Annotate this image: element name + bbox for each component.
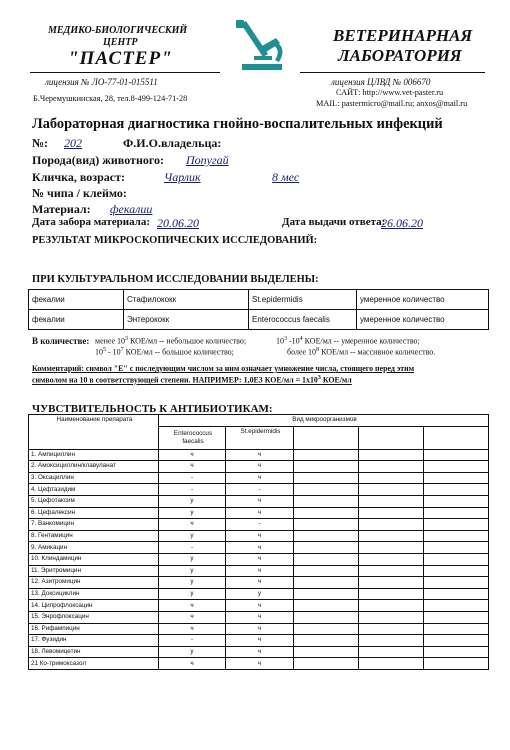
abx-result-staph: ч — [226, 472, 294, 484]
owner-label: Ф.И.О.владельца: — [123, 136, 222, 150]
abx-result-enterococcus: у — [159, 565, 226, 577]
number-value: 202 — [64, 136, 82, 150]
abx-result-enterococcus: у — [159, 588, 226, 600]
culture-table — [28, 289, 489, 330]
abx-org2: St.epidermidis — [226, 426, 294, 449]
q-text: 10 — [276, 336, 284, 346]
abx-empty-cell — [294, 507, 359, 519]
abx-empty-cell — [294, 553, 359, 565]
table-row — [29, 635, 489, 647]
abx-drug: 6. Цефалексин — [29, 507, 159, 519]
abx-result-enterococcus: ч — [159, 449, 226, 461]
table-row — [29, 565, 489, 577]
table-row — [29, 658, 489, 670]
abx-empty-cell — [294, 600, 359, 612]
abx-col-group: Вид микроорганизмов — [159, 415, 489, 427]
abx-result-staph: ч — [226, 449, 294, 461]
abx-empty-cell — [424, 484, 489, 496]
lab-line2: ЛАБОРАТОРИЯ — [338, 46, 462, 65]
abx-empty-cell — [294, 611, 359, 623]
abx-drug: 11. Эритромицин — [29, 565, 159, 577]
abx-result-staph: у — [226, 588, 294, 600]
abx-result-enterococcus: ч — [159, 658, 226, 670]
issue-label: Дата выдачи ответа: — [282, 216, 386, 228]
abx-empty-cell — [359, 565, 424, 577]
abx-result-enterococcus: ч — [159, 461, 226, 473]
abx-drug: 1. Ампициллин — [29, 449, 159, 461]
culture-amount: умеренное количество — [357, 290, 489, 310]
org1-line2: faecalis — [182, 437, 204, 445]
abx-empty-cell — [424, 565, 489, 577]
abx-result-staph: ч — [226, 623, 294, 635]
abx-empty-cell — [424, 600, 489, 612]
comment-line2 — [32, 375, 352, 385]
abx-empty-cell — [359, 623, 424, 635]
table-row — [29, 577, 489, 589]
q-text: более 10 — [287, 347, 317, 357]
abx-result-enterococcus: у — [159, 507, 226, 519]
age-value: 8 мес — [272, 170, 300, 184]
table-row — [29, 542, 489, 554]
abx-result-enterococcus: - — [159, 472, 226, 484]
culture-species: St.epidermidis — [249, 290, 357, 310]
comment-sup: 3 — [317, 375, 321, 381]
abx-drug: 14. Ципрофлоксацин — [29, 600, 159, 612]
abx-empty-cell — [294, 565, 359, 577]
abx-result-enterococcus: ч — [159, 600, 226, 612]
abx-drug: 4. Цефтазидим — [29, 484, 159, 496]
abx-drug: 7. Ванкомицин — [29, 519, 159, 531]
abx-empty-cell — [294, 577, 359, 589]
abx-org-empty — [424, 426, 489, 449]
abx-result-enterococcus: - — [159, 635, 226, 647]
org1-line1: Enterococcus — [173, 429, 213, 437]
abx-result-enterococcus: ч — [159, 519, 226, 531]
abx-drug: 16. Рифампицин — [29, 623, 159, 635]
abx-empty-cell — [424, 507, 489, 519]
abx-header-row — [29, 415, 489, 427]
abx-drug: 2. Амоксициллин/клавуланат — [29, 461, 159, 473]
abx-org-empty — [359, 426, 424, 449]
abx-result-staph: ч — [226, 530, 294, 542]
page-title: Лабораторная диагностика гнойно-воспалительных инфекций — [32, 116, 443, 132]
q-text: КОЕ/мл -- массивное количество. — [319, 347, 436, 357]
abx-result-staph: ч — [226, 495, 294, 507]
abx-empty-cell — [424, 530, 489, 542]
culture-heading: ПРИ КУЛЬТУРАЛЬНОМ ИССЛЕДОВАНИИ ВЫДЕЛЕНЫ: — [32, 274, 319, 285]
abx-drug: 13. Доксициклин — [29, 588, 159, 600]
abx-empty-cell — [424, 623, 489, 635]
abx-empty-cell — [294, 530, 359, 542]
abx-empty-cell — [424, 449, 489, 461]
abx-empty-cell — [359, 484, 424, 496]
abx-empty-cell — [424, 519, 489, 531]
table-row — [29, 495, 489, 507]
abx-empty-cell — [294, 484, 359, 496]
abx-drug: 3. Оксациллин — [29, 472, 159, 484]
abx-result-staph: - — [226, 484, 294, 496]
abx-result-enterococcus: у — [159, 530, 226, 542]
quantity-line2-right — [287, 347, 435, 357]
abx-empty-cell — [424, 611, 489, 623]
abx-empty-cell — [424, 542, 489, 554]
culture-amount: умеренное количество — [357, 310, 489, 330]
abx-result-staph: ч — [226, 658, 294, 670]
abx-result-staph: ч — [226, 600, 294, 612]
culture-material: фекалии — [29, 290, 124, 310]
abx-empty-cell — [294, 658, 359, 670]
abx-result-enterococcus: ч — [159, 623, 226, 635]
abx-result-enterococcus: у — [159, 646, 226, 658]
abx-empty-cell — [359, 635, 424, 647]
abx-empty-cell — [359, 449, 424, 461]
table-row — [29, 519, 489, 531]
abx-col-drug: Наименование препарата — [29, 415, 159, 450]
center-name: "ПАСТЕР" — [68, 48, 173, 69]
comment-line1: Комментарий: символ "Е" с последующим числом за ним означает умножение числа, стоящего перед этим — [32, 364, 415, 373]
abx-result-staph: ч — [226, 461, 294, 473]
micro-heading: РЕЗУЛЬТАТ МИКРОСКОПИЧЕСКИХ ИССЛЕДОВАНИЙ: — [32, 235, 318, 246]
table-row — [29, 611, 489, 623]
q-text: менее 10 — [95, 336, 125, 346]
quantity-line1-left — [95, 336, 246, 346]
abx-empty-cell — [359, 519, 424, 531]
table-row — [29, 623, 489, 635]
abx-empty-cell — [424, 472, 489, 484]
abx-result-staph: ч — [226, 542, 294, 554]
quantity-label: В количестве: — [32, 336, 90, 346]
abx-result-staph: ч — [226, 611, 294, 623]
abx-empty-cell — [424, 495, 489, 507]
antibiotics-table — [28, 414, 489, 670]
breed-value: Попугай — [186, 153, 229, 167]
comment-text: символом на 10 в соответствующей степени. НАПРИМЕР: 1,0Е3 КОЕ/мл = 1х10 — [32, 375, 318, 385]
abx-empty-cell — [424, 635, 489, 647]
abx-empty-cell — [294, 588, 359, 600]
q-sup: 7 — [120, 347, 124, 353]
abx-empty-cell — [359, 600, 424, 612]
microscope-logo-icon — [232, 18, 290, 74]
abx-empty-cell — [359, 646, 424, 658]
abx-empty-cell — [359, 461, 424, 473]
abx-empty-cell — [294, 472, 359, 484]
abx-result-enterococcus: ч — [159, 611, 226, 623]
abx-result-enterococcus: у — [159, 553, 226, 565]
abx-drug: 15. Энрофлоксацин — [29, 611, 159, 623]
abx-empty-cell — [359, 542, 424, 554]
q-text: - 10 — [106, 347, 121, 357]
comment-text: КОЕ/мл — [320, 375, 352, 385]
mail: MAIL: pastermicro@mail.ru; anxos@mail.ru — [316, 99, 468, 108]
material-label: Материал: — [32, 202, 91, 216]
name-age-label: Кличка, возраст: — [32, 170, 125, 184]
chip-label: № чипа / клеймо: — [32, 186, 127, 200]
abx-empty-cell — [359, 658, 424, 670]
center-line1: МЕДИКО-БИОЛОГИЧЕСКИЙ — [48, 25, 188, 36]
table-row — [29, 530, 489, 542]
abx-empty-cell — [294, 495, 359, 507]
center-line2: ЦЕНТР — [103, 37, 138, 48]
table-row — [29, 588, 489, 600]
quantity-line2-left — [95, 347, 234, 357]
abx-org1 — [159, 426, 226, 449]
abx-drug: 8. Гентамицин — [29, 530, 159, 542]
abx-result-enterococcus: - — [159, 542, 226, 554]
table-row — [29, 553, 489, 565]
table-row — [29, 472, 489, 484]
culture-species: Enterococcus faecalis — [249, 310, 357, 330]
abx-empty-cell — [294, 449, 359, 461]
abx-result-enterococcus: у — [159, 495, 226, 507]
abx-empty-cell — [359, 553, 424, 565]
abx-result-enterococcus: у — [159, 577, 226, 589]
abx-heading: ЧУВСТВИТЕЛЬНОСТЬ К АНТИБИОТИКАМ: — [32, 403, 273, 415]
table-row — [29, 310, 489, 330]
abx-drug: 10. Клиндамицин — [29, 553, 159, 565]
abx-empty-cell — [359, 495, 424, 507]
abx-empty-cell — [294, 646, 359, 658]
abx-empty-cell — [294, 623, 359, 635]
abx-empty-cell — [359, 588, 424, 600]
table-row — [29, 600, 489, 612]
culture-organism: Стафилококк — [124, 290, 249, 310]
issue-value: 26.06.20 — [381, 216, 423, 230]
culture-material: фекалии — [29, 310, 124, 330]
abx-empty-cell — [359, 611, 424, 623]
q-text: КОЕ/мл -- небольшое количество; — [128, 336, 247, 346]
q-sup: 4 — [299, 336, 303, 342]
abx-empty-cell — [359, 530, 424, 542]
q-sup: 3 — [284, 336, 287, 342]
abx-empty-cell — [294, 635, 359, 647]
site: САЙТ: http://www.vet-paster.ru — [336, 88, 444, 97]
q-text: -10 — [287, 336, 300, 346]
header-rule-left — [30, 72, 220, 73]
address: Б.Черемушкинская, 28, тел.8-499-124-71-28 — [33, 94, 188, 103]
license-right: лицензия ЦЛВД № 006670 — [331, 77, 431, 87]
abx-empty-cell — [359, 472, 424, 484]
header-rule-right — [300, 72, 485, 73]
abx-drug: 5. Цефотаксим — [29, 495, 159, 507]
table-row — [29, 484, 489, 496]
table-row — [29, 449, 489, 461]
abx-empty-cell — [294, 542, 359, 554]
collect-value: 20.06.20 — [157, 216, 199, 230]
abx-empty-cell — [359, 507, 424, 519]
q-text: КОЕ/мл -- большое количество; — [123, 347, 234, 357]
table-row — [29, 646, 489, 658]
abx-empty-cell — [424, 658, 489, 670]
abx-result-enterococcus: - — [159, 484, 226, 496]
abx-empty-cell — [424, 461, 489, 473]
abx-result-staph: ч — [226, 635, 294, 647]
abx-result-staph: - — [226, 519, 294, 531]
q-sup: 8 — [316, 347, 320, 353]
abx-drug: 18. Левомицетин — [29, 646, 159, 658]
abx-drug: 9. Амикацин — [29, 542, 159, 554]
abx-result-staph: ч — [226, 507, 294, 519]
abx-drug: 17. Фузидин — [29, 635, 159, 647]
abx-result-staph: ч — [226, 565, 294, 577]
quantity-line1-right — [276, 336, 420, 346]
abx-empty-cell — [424, 588, 489, 600]
abx-result-staph: ч — [226, 577, 294, 589]
table-row — [29, 507, 489, 519]
abx-empty-cell — [294, 461, 359, 473]
abx-result-staph: ч — [226, 553, 294, 565]
table-row — [29, 290, 489, 310]
abx-empty-cell — [424, 646, 489, 658]
material-value: фекалии — [110, 202, 153, 216]
breed-label: Порода(вид) животного: — [32, 153, 164, 167]
license-left: лицензия № ЛО-77-01-015511 — [45, 77, 158, 87]
culture-organism: Энтерококк — [124, 310, 249, 330]
q-sup: 3 — [125, 336, 128, 342]
q-text: 10 — [95, 347, 103, 357]
q-text: КОЕ/мл -- умеренное количество; — [302, 336, 420, 346]
lab-line1: ВЕТЕРИНАРНАЯ — [333, 26, 473, 45]
abx-empty-cell — [294, 519, 359, 531]
abx-result-staph: ч — [226, 646, 294, 658]
abx-empty-cell — [424, 553, 489, 565]
abx-org-empty — [294, 426, 359, 449]
abx-empty-cell — [424, 577, 489, 589]
abx-drug: 12. Азитромицин — [29, 577, 159, 589]
collect-label: Дата забора материала: — [32, 216, 151, 228]
abx-empty-cell — [359, 577, 424, 589]
number-label: №: — [32, 136, 49, 150]
abx-drug: 21 Ко-тримоксазол — [29, 658, 159, 670]
name-value: Чарлик — [164, 170, 201, 184]
table-row — [29, 461, 489, 473]
q-sup: 5 — [103, 347, 106, 353]
